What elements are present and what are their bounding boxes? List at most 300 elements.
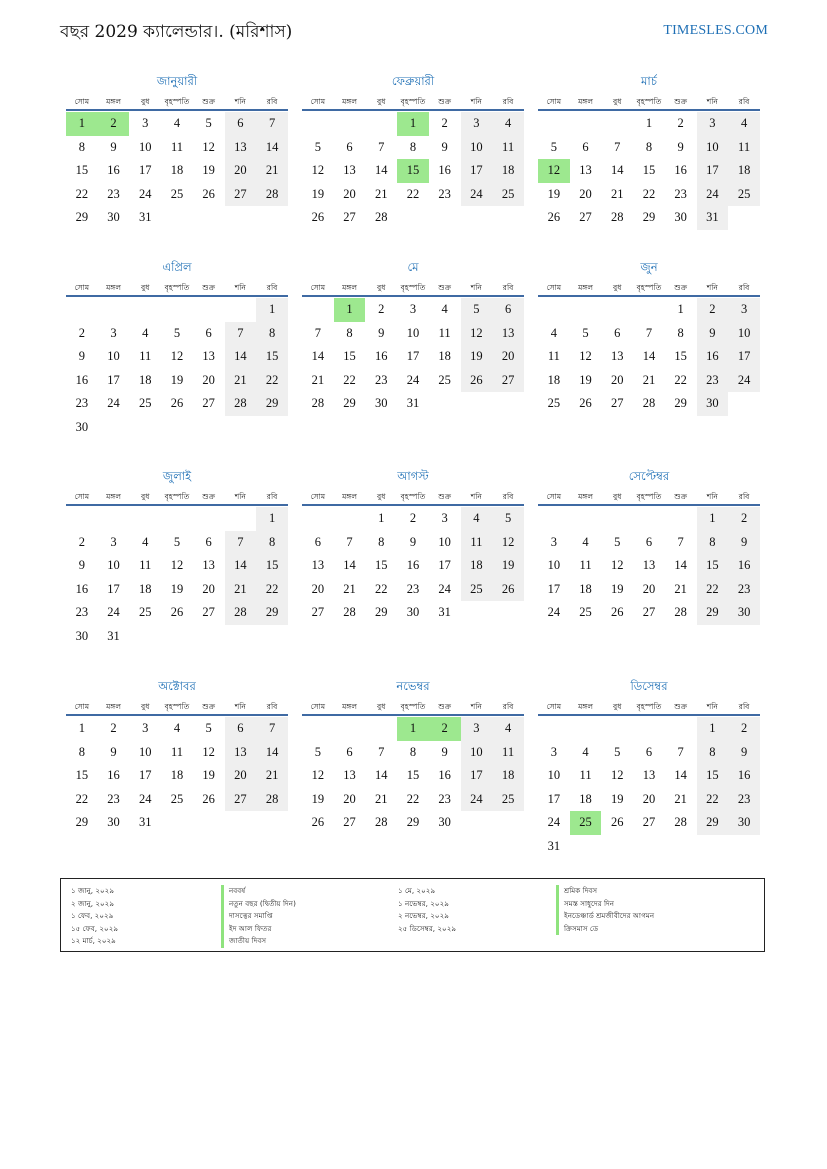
day-cell: 4 (582, 534, 589, 549)
empty-cell (365, 717, 397, 741)
day-cell: 15 (75, 163, 89, 177)
day-cell: 3 (550, 534, 557, 549)
day-cell: 31 (697, 206, 729, 230)
weekday-label: শনি (234, 282, 246, 292)
empty-cell (538, 717, 570, 741)
day-cell: 10 (107, 349, 120, 363)
weekday-header (538, 490, 760, 506)
day-cell: 20 (642, 581, 656, 596)
day-cell: 13 (492, 322, 524, 346)
weekday-label: বুধ (613, 701, 622, 711)
weekday-label: রবি (266, 491, 278, 501)
month-name: সেপ্টেম্বর (628, 469, 670, 483)
weekday-label: শনি (470, 491, 482, 501)
day-cell: 11 (438, 325, 451, 340)
month-block (302, 260, 524, 416)
day-cell: 7 (256, 717, 288, 741)
weekday-label: শনি (706, 701, 718, 711)
legend-holiday-name: ক্রিসমাস ডে (564, 923, 599, 933)
weekday-label: শনি (706, 96, 718, 106)
day-cell: 17 (461, 159, 493, 183)
day-cell: 11 (461, 531, 493, 555)
day-cell: 22 (75, 791, 89, 806)
day-cell: 13 (642, 768, 656, 782)
month-block (302, 679, 524, 835)
page-title: বছর 2029 ক্যালেন্ডার।. (মরিশাস) (60, 22, 293, 42)
weekday-label: সোম (310, 96, 326, 106)
day-cell: 10 (139, 139, 152, 154)
weekday-label: শুক্র (438, 701, 452, 711)
day-cell: 1 (645, 116, 653, 130)
month-name: এপ্রিল (162, 260, 192, 274)
day-cell: 3 (409, 302, 417, 316)
day-cell: 5 (550, 139, 557, 154)
empty-cell (129, 507, 161, 531)
day-cell: 30 (406, 605, 420, 619)
weekday-label: রবি (738, 701, 750, 711)
day-cell: 7 (256, 112, 288, 136)
day-cell: 19 (611, 791, 624, 806)
empty-cell (193, 507, 225, 531)
day-cell: 7 (614, 139, 621, 154)
day-cell: 10 (438, 534, 451, 549)
weekday-label: মঙ্গল (106, 701, 122, 711)
day-cell: 10 (139, 744, 152, 759)
day-cell: 10 (406, 325, 420, 340)
day-cell: 23 (75, 396, 89, 410)
day-cell: 30 (75, 419, 89, 434)
weekday-label: মঙ্গল (342, 491, 358, 501)
day-cell: 14 (375, 163, 388, 177)
day-cell: 6 (492, 298, 524, 322)
month-name: মার্চ (641, 74, 657, 88)
day-cell: 15 (343, 349, 356, 363)
day-cell: 13 (611, 349, 624, 363)
day-cell: 18 (139, 372, 152, 387)
day-cell: 6 (346, 139, 353, 154)
day-cell: 24 (461, 788, 493, 812)
weekday-header (66, 95, 288, 111)
weekday-label: রবি (502, 701, 514, 711)
day-cell: 4 (550, 325, 557, 340)
weekday-label: বুধ (377, 701, 386, 711)
day-cell: 27 (202, 605, 215, 619)
empty-cell (665, 717, 697, 741)
month-block (538, 469, 760, 625)
legend-holiday-name: নববর্ষ (229, 886, 246, 895)
day-cell: 16 (406, 558, 420, 572)
weekday-label: বৃহস্পতি (164, 282, 190, 292)
legend-date: ২ নভেম্বর, ২০২৯ (398, 911, 449, 921)
day-cell: 30 (674, 210, 687, 224)
day-cell: 30 (375, 396, 388, 410)
day-cell: 7 (314, 325, 321, 340)
day-cell: 26 (202, 791, 215, 806)
month-block (66, 679, 288, 835)
day-cell: 7 (346, 534, 353, 549)
weekday-label: শুক্র (674, 491, 688, 501)
day-cell: 16 (728, 764, 760, 788)
weekday-label: শুক্র (202, 96, 216, 106)
weekday-label: মঙ্গল (106, 491, 122, 501)
day-cell: 2 (78, 325, 85, 340)
empty-cell (601, 717, 633, 741)
day-cell: 24 (461, 183, 493, 207)
holiday-day-cell: 1 (397, 112, 429, 136)
day-grid (66, 112, 288, 230)
day-cell: 18 (492, 764, 524, 788)
weekday-label: শুক্র (674, 701, 688, 711)
weekday-label: বৃহস্পতি (400, 491, 426, 501)
day-cell: 23 (75, 605, 89, 619)
month-block (538, 260, 760, 416)
day-cell: 12 (170, 349, 184, 363)
weekday-label: শনি (234, 701, 246, 711)
empty-cell (601, 507, 633, 531)
weekday-label: মঙ্গল (106, 282, 122, 292)
day-cell: 10 (547, 768, 561, 782)
day-cell: 2 (728, 507, 760, 531)
day-cell: 22 (406, 791, 420, 806)
day-cell: 23 (728, 578, 760, 602)
month-block (66, 74, 288, 230)
day-cell: 3 (461, 717, 493, 741)
day-cell: 17 (139, 768, 152, 782)
month-name: নভেম্বর (396, 679, 430, 693)
weekday-label: রবি (738, 282, 750, 292)
weekday-header (538, 281, 760, 297)
day-cell: 18 (547, 372, 561, 387)
day-cell: 3 (697, 112, 729, 136)
day-cell: 13 (579, 163, 592, 177)
weekday-label: রবি (738, 96, 750, 106)
day-cell: 21 (674, 791, 687, 806)
day-grid (302, 112, 524, 230)
empty-cell (302, 507, 334, 531)
day-cell: 5 (582, 325, 589, 340)
empty-cell (570, 507, 602, 531)
day-cell: 9 (728, 531, 760, 555)
day-cell: 1 (78, 721, 85, 735)
legend-holiday-name: ইদ আল ফিতর (229, 923, 272, 933)
day-cell: 21 (642, 372, 656, 387)
holiday-day-cell: 1 (66, 112, 98, 136)
day-cell: 12 (579, 349, 592, 363)
day-cell: 26 (170, 605, 184, 619)
weekday-label: শুক্র (438, 96, 452, 106)
day-cell: 30 (75, 628, 89, 643)
day-cell: 2 (110, 721, 117, 735)
day-cell: 2 (697, 298, 729, 322)
day-cell: 13 (642, 558, 656, 572)
day-cell: 18 (492, 159, 524, 183)
day-cell: 9 (677, 139, 684, 154)
day-cell: 18 (728, 159, 760, 183)
legend-date: ১ ফেব, ২০২৯ (71, 911, 114, 921)
day-cell: 27 (642, 605, 656, 619)
weekday-label: বুধ (613, 282, 622, 292)
day-cell: 18 (438, 349, 451, 363)
day-cell: 23 (375, 372, 388, 387)
weekday-label: বৃহস্পতি (400, 96, 426, 106)
weekday-label: রবি (738, 491, 750, 501)
day-cell: 15 (375, 558, 388, 572)
day-cell: 12 (311, 768, 325, 782)
day-cell: 19 (202, 163, 215, 177)
day-cell: 10 (461, 136, 493, 160)
legend-date: ১ নভেম্বর, ২০২৯ (398, 898, 449, 908)
day-cell: 18 (579, 581, 592, 596)
day-cell: 24 (438, 581, 451, 596)
day-cell: 10 (547, 558, 561, 572)
day-cell: 29 (697, 601, 729, 625)
day-cell: 6 (314, 534, 321, 549)
day-cell: 21 (225, 578, 257, 602)
day-cell: 24 (139, 791, 152, 806)
day-cell: 16 (107, 163, 120, 177)
weekday-label: রবি (266, 282, 278, 292)
day-cell: 1 (697, 717, 729, 741)
weekday-header (302, 490, 524, 506)
day-cell: 18 (579, 791, 592, 806)
empty-cell (225, 298, 257, 322)
month-name: জুন (640, 260, 658, 274)
empty-cell (665, 507, 697, 531)
day-cell: 15 (642, 163, 656, 177)
day-cell: 6 (346, 744, 353, 759)
month-name: অক্টোবর (158, 679, 196, 693)
day-cell: 13 (225, 741, 257, 765)
day-cell: 23 (674, 186, 687, 201)
day-cell: 16 (375, 349, 388, 363)
empty-cell (98, 298, 130, 322)
day-cell: 22 (256, 369, 288, 393)
day-cell: 1 (256, 298, 288, 322)
day-cell: 14 (642, 349, 656, 363)
month-block (66, 469, 288, 648)
day-cell: 20 (343, 186, 356, 201)
day-cell: 9 (728, 741, 760, 765)
empty-cell (601, 112, 633, 136)
weekday-label: বৃহস্পতি (400, 282, 426, 292)
month-block (302, 469, 524, 625)
weekday-header (66, 700, 288, 716)
day-cell: 25 (547, 396, 561, 410)
day-cell: 17 (547, 581, 561, 596)
legend-date: ১৫ ফেব, ২০২৯ (71, 923, 119, 933)
day-cell: 14 (311, 349, 325, 363)
legend-holiday-name: ইনডেঞ্চার্ড শ্রমজীবীদের আগমন (564, 911, 655, 921)
legend-holiday-name: দাসত্বের সমাপ্তি (229, 911, 273, 921)
day-cell: 1 (697, 507, 729, 531)
day-cell: 24 (406, 372, 420, 387)
holiday-day-cell: 2 (429, 717, 461, 741)
month-name: মে (407, 260, 419, 274)
day-cell: 15 (674, 349, 687, 363)
day-cell: 10 (728, 322, 760, 346)
day-grid (538, 298, 760, 416)
day-cell: 29 (406, 815, 420, 829)
weekday-label: রবি (502, 491, 514, 501)
day-cell: 10 (107, 558, 120, 572)
day-cell: 7 (378, 744, 385, 759)
day-cell: 5 (173, 534, 181, 549)
day-cell: 27 (579, 210, 592, 224)
day-cell: 2 (378, 302, 385, 316)
day-cell: 14 (674, 768, 687, 782)
weekday-header (66, 281, 288, 297)
day-cell: 28 (375, 210, 388, 224)
day-cell: 22 (343, 372, 356, 387)
day-cell: 25 (438, 372, 451, 387)
day-cell: 12 (461, 322, 493, 346)
day-cell: 29 (343, 396, 356, 410)
weekday-label: বুধ (141, 491, 150, 501)
day-cell: 27 (225, 183, 257, 207)
day-cell: 3 (110, 325, 117, 340)
day-cell: 25 (139, 396, 152, 410)
day-cell: 22 (256, 578, 288, 602)
day-cell: 27 (611, 396, 624, 410)
day-grid (538, 717, 760, 858)
day-cell: 25 (461, 578, 493, 602)
day-cell: 8 (256, 531, 288, 555)
day-cell: 27 (202, 396, 215, 410)
day-cell: 30 (438, 815, 451, 829)
weekday-label: শুক্র (674, 282, 688, 292)
day-cell: 14 (225, 554, 257, 578)
day-cell: 17 (547, 791, 561, 806)
empty-cell (334, 717, 366, 741)
legend-holiday-name: জাতীয় দিবস (229, 936, 267, 946)
day-cell: 6 (225, 717, 257, 741)
day-cell: 4 (582, 744, 589, 759)
day-cell: 8 (378, 534, 385, 549)
day-cell: 22 (674, 372, 687, 387)
day-cell: 1 (677, 302, 684, 316)
day-cell: 19 (311, 186, 325, 201)
legend-dates-left (71, 885, 118, 948)
day-cell: 19 (311, 791, 325, 806)
day-cell: 15 (697, 554, 729, 578)
day-cell: 22 (375, 581, 388, 596)
site-link[interactable]: TIMESLES.COM (663, 23, 768, 38)
weekday-label: সোম (546, 96, 562, 106)
day-cell: 3 (110, 534, 117, 549)
weekday-label: শুক্র (202, 701, 216, 711)
weekday-label: শুক্র (202, 491, 216, 501)
day-cell: 3 (142, 721, 149, 735)
day-cell: 29 (697, 811, 729, 835)
day-cell: 5 (314, 744, 321, 759)
day-cell: 25 (139, 605, 152, 619)
day-cell: 6 (645, 534, 653, 549)
weekday-label: সোম (74, 282, 90, 292)
weekday-header (302, 700, 524, 716)
weekday-label: সোম (310, 282, 326, 292)
weekday-label: মঙ্গল (578, 96, 594, 106)
day-cell: 18 (461, 554, 493, 578)
empty-cell (193, 298, 225, 322)
day-cell: 27 (343, 815, 356, 829)
day-cell: 28 (674, 605, 687, 619)
day-cell: 19 (170, 372, 184, 387)
weekday-label: বৃহস্পতি (636, 491, 662, 501)
day-grid (302, 298, 524, 416)
day-cell: 2 (441, 116, 448, 130)
day-cell: 20 (579, 186, 592, 201)
day-cell: 23 (728, 788, 760, 812)
day-cell: 22 (406, 186, 420, 201)
empty-cell (570, 112, 602, 136)
day-cell: 2 (677, 116, 684, 130)
day-cell: 21 (343, 581, 356, 596)
day-cell: 26 (311, 210, 325, 224)
day-cell: 19 (611, 581, 624, 596)
weekday-label: সোম (310, 701, 326, 711)
month-block (538, 679, 760, 858)
weekday-label: শনি (234, 491, 246, 501)
day-cell: 7 (378, 139, 385, 154)
day-grid (302, 717, 524, 835)
empty-cell (225, 507, 257, 531)
day-cell: 28 (375, 815, 388, 829)
weekday-label: রবি (502, 96, 514, 106)
day-cell: 29 (256, 601, 288, 625)
day-cell: 20 (642, 791, 656, 806)
day-cell: 6 (225, 112, 257, 136)
empty-cell (365, 112, 397, 136)
day-cell: 15 (256, 345, 288, 369)
day-cell: 12 (202, 139, 215, 154)
empty-cell (570, 298, 602, 322)
day-cell: 19 (461, 345, 493, 369)
day-cell: 18 (170, 768, 184, 782)
day-cell: 26 (202, 186, 215, 201)
weekday-label: সোম (546, 491, 562, 501)
weekday-label: শনি (706, 282, 718, 292)
weekday-label: বুধ (377, 96, 386, 106)
weekday-label: শুক্র (438, 491, 452, 501)
day-cell: 10 (697, 136, 729, 160)
day-cell: 1 (256, 507, 288, 531)
day-cell: 21 (311, 372, 325, 387)
weekday-label: শনি (706, 491, 718, 501)
day-cell: 29 (375, 605, 388, 619)
day-cell: 20 (492, 345, 524, 369)
day-cell: 29 (642, 210, 656, 224)
empty-cell (161, 298, 193, 322)
legend-date: ২৫ ডিসেম্বর, ২০২৯ (398, 923, 457, 933)
day-cell: 8 (697, 531, 729, 555)
day-cell: 11 (547, 349, 560, 363)
day-cell: 31 (547, 838, 561, 853)
day-cell: 5 (173, 325, 181, 340)
day-cell: 31 (107, 628, 120, 643)
day-cell: 11 (139, 558, 152, 572)
day-cell: 5 (614, 744, 621, 759)
legend-holiday-name: নতুন বছর (দ্বিতীয় দিন) (229, 898, 296, 908)
weekday-label: বুধ (613, 96, 622, 106)
holiday-legend (60, 878, 765, 952)
empty-cell (633, 298, 665, 322)
day-cell: 4 (173, 721, 181, 735)
day-cell: 19 (579, 372, 592, 387)
legend-date: ২ জানু, ২০২৯ (71, 898, 115, 908)
day-cell: 6 (645, 744, 653, 759)
day-cell: 19 (170, 581, 184, 596)
day-cell: 25 (579, 605, 592, 619)
